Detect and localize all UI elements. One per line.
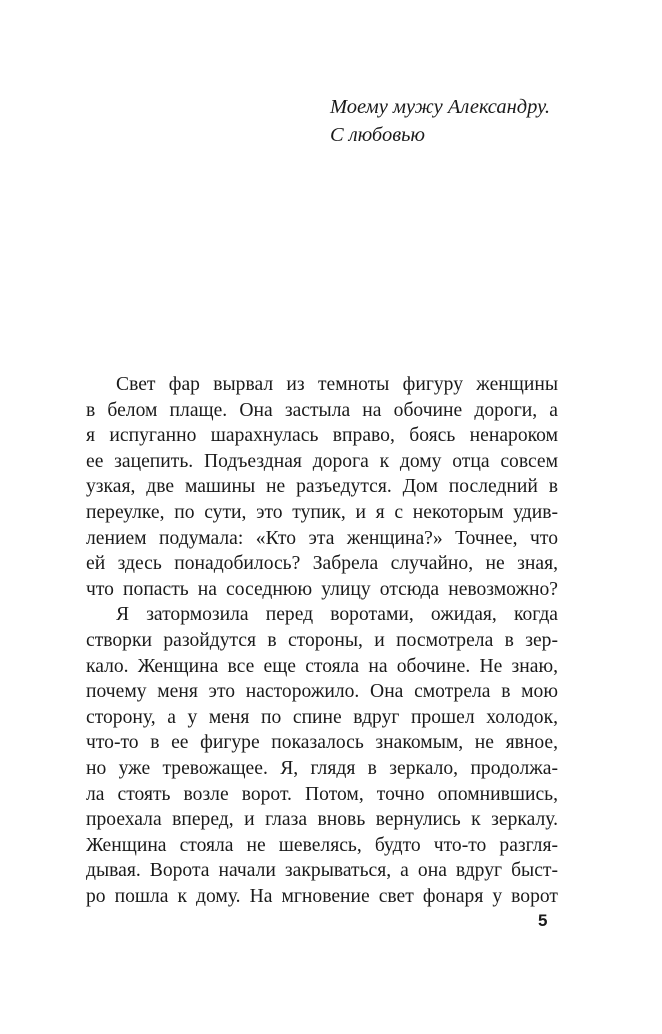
- text-line: Я затормозила перед воротами, ожидая, когда: [116, 604, 558, 626]
- text-line: переулке, по сути, это тупик, и я с некоторым удив-: [86, 501, 558, 523]
- text-line: кало. Женщина все еще стояла на обочине. Не знаю,: [86, 655, 558, 677]
- text-line: дывая. Ворота начали закрываться, а она вдруг быст-: [86, 860, 558, 882]
- text-line: ро пошла к дому. На мгновение свет фонаря у ворот: [86, 885, 558, 907]
- text-line: лением подумала: «Кто эта женщина?» Точнее, что: [86, 527, 558, 549]
- text-line: ей здесь понадобилось? Забрела случайно, не зная,: [86, 553, 558, 575]
- text-line: Свет фар вырвал из темноты фигуру женщины: [116, 374, 558, 395]
- text-line: узкая, две машины не разъедутся. Дом последний в: [86, 476, 558, 498]
- text-line: почему меня это насторожило. Она смотрела в мою: [86, 681, 558, 703]
- page-number: 5: [538, 911, 548, 930]
- text-line: что попасть на соседнюю улицу отсюда невозможно?: [86, 578, 558, 600]
- text-line: сторону, а у меня по спине вдруг прошел холодок,: [86, 706, 558, 728]
- text-line: ла стоять возле ворот. Потом, точно опомнившись,: [86, 783, 558, 805]
- text-line: но уже тревожащее. Я, глядя в зеркало, продолжа-: [86, 757, 558, 779]
- text-line: Женщина стояла не шевелясь, будто что-то разгля-: [86, 834, 558, 856]
- text-line: в белом плаще. Она застыла на обочине дороги, а: [86, 399, 558, 421]
- text-line: створки разойдутся в стороны, и посмотрела в зер-: [86, 629, 558, 651]
- dedication: [330, 93, 550, 149]
- text-line: ее зацепить. Подъездная дорога к дому отца совсем: [86, 450, 558, 472]
- dedication-line-2: С любовью: [330, 124, 425, 146]
- text-line: я испуганно шарахнулась вправо, боясь ненароком: [86, 425, 558, 447]
- dedication-line-1: Моему мужу Александру.: [330, 96, 551, 118]
- text-line: проехала вперед, и глаза вновь вернулись к зеркалу.: [86, 809, 558, 831]
- text-line: что-то в ее фигуре показалось знакомым, не явное,: [86, 732, 558, 754]
- body-text: [86, 372, 558, 909]
